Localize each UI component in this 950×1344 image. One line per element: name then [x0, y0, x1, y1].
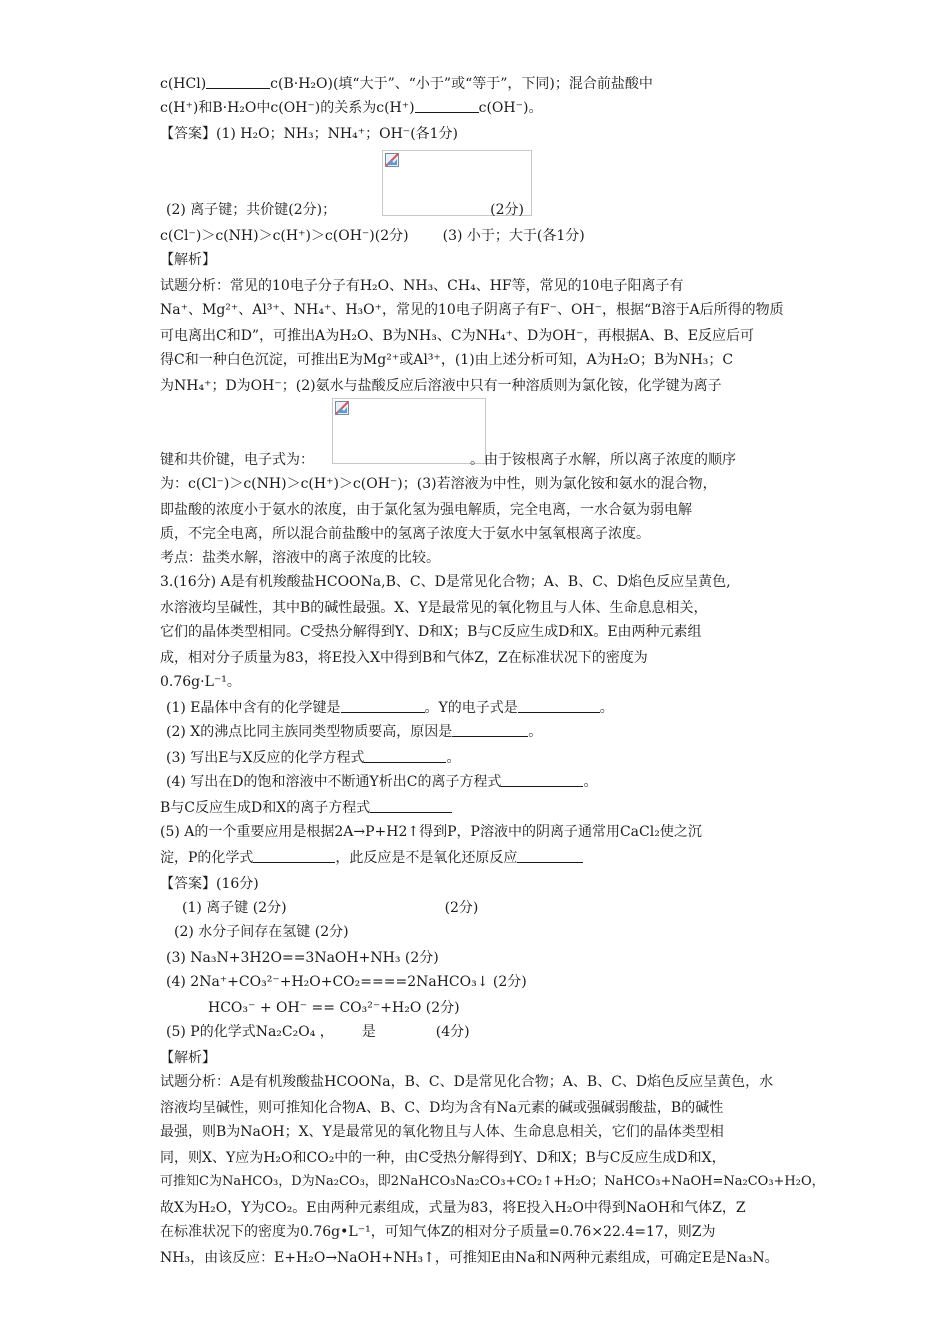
- line: 成，相对分子质量为83，将E投入X中得到B和气体Z，Z在标准状况下的密度为: [160, 650, 648, 666]
- answer-heading: 【答案】(16分): [160, 876, 259, 892]
- line: 试题分析：常见的10电子分子有H₂O、NH₃、CH₄、HF等，常见的10电子阳离子有: [160, 278, 684, 294]
- line: 水溶液均呈碱性，其中B的碱性最强。X、Y是最常见的氧化物且与人体、生命息息相关，: [160, 600, 708, 616]
- broken-image-icon: [335, 401, 349, 415]
- line: 淀，P的化学式 ，此反应是不是氧化还原反应: [160, 848, 583, 868]
- question-heading: 3.(16分) A是有机羧酸盐HCOONa,B、C、D是常见化合物；A、B、C、D焰色反应呈黄色,: [160, 574, 731, 590]
- line: (2) X的沸点比同主族同类型物质要高，原因是 。: [166, 724, 543, 740]
- line: 得C和一种白色沉淀，可推出E为Mg²⁺或Al³⁺，(1)由上述分析可知，A为H₂O；B为NH₃；C: [160, 352, 734, 368]
- line: 它们的晶体类型相同。C受热分解得到Y、D和X；B与C反应生成D和X。E由两种元素组: [160, 624, 702, 640]
- line: (3) Na₃N+3H2O==3NaOH+NH₃ (2分): [166, 950, 439, 966]
- line: c(HCl) c(B·H₂O)(填“大于”、“小于”或“等于”，下同)；混合前盐酸中: [160, 76, 653, 92]
- line: c(Cl⁻)＞c(NH)＞c(H⁺)＞c(OH⁻)(2分) (3) 小于；大于(各1分): [160, 228, 585, 244]
- answer-blank[interactable]: [206, 74, 270, 89]
- line: 为NH₄⁺；D为OH⁻；(2)氨水与盐酸反应后溶液中只有一种溶质则为氯化铵，化学键为离子: [160, 378, 722, 394]
- broken-image-icon: [385, 153, 399, 167]
- line: 同，则X、Y应为H₂O和CO₂中的一种，由C受热分解得到Y、D和X；B与C反应生成D和X，: [160, 1150, 726, 1166]
- line: 键和共价键，电子式为： 。由于铵根离子水解，所以离子浓度的顺序: [160, 452, 736, 468]
- line: (2) 离子键；共价键(2分)； (2分): [166, 202, 524, 218]
- line: (5) P的化学式Na₂C₂O₄ ， 是 (4分): [166, 1024, 470, 1040]
- analysis-heading: 【解析】: [160, 1050, 216, 1066]
- line: (3) 写出E与X反应的化学方程式 。: [166, 750, 461, 766]
- line: 在标准状况下的密度为0.76g•L⁻¹，可知气体Z的相对分子质量=0.76×22.4=17，则Z为: [160, 1224, 716, 1240]
- line: 考点：盐类水解，溶液中的离子浓度的比较。: [160, 550, 440, 566]
- line: 最强，则B为NaOH；X、Y是最常见的氧化物且与人体、生命息息相关，它们的晶体类型相: [160, 1124, 724, 1140]
- line: NH₃，由该反应：E+H₂O→NaOH+NH₃↑，可推知E由Na和N两种元素组成，可确定E是Na₃N。: [160, 1250, 779, 1266]
- line: (1) 离子键 (2分) (2分): [182, 900, 479, 916]
- answer-blank[interactable]: [452, 722, 528, 737]
- answer-blank[interactable]: [518, 698, 600, 713]
- line: (2) 水分子间存在氢键 (2分): [174, 924, 349, 940]
- answer-blank[interactable]: [517, 848, 583, 863]
- line: 试题分析：A是有机羧酸盐HCOONa，B、C、D是常见化合物；A、B、C、D焰色反应呈黄色，水: [160, 1074, 774, 1090]
- line: 溶液均呈碱性，则可推知化合物A、B、C、D均为含有Na元素的碱或强碱弱酸盐，B的碱性: [160, 1100, 724, 1116]
- line: 即盐酸的浓度小于氨水的浓度，由于氯化氢为强电解质，完全电离，一水合氨为弱电解: [160, 502, 692, 518]
- line: HCO₃⁻ + OH⁻ == CO₃²⁻+H₂O (2分): [208, 1000, 460, 1016]
- line: (5) A的一个重要应用是根据2A→P+H2↑得到P，P溶液中的阴离子通常用CaCl₂使之沉: [160, 824, 702, 840]
- line: c(H⁺)和B·H₂O中c(OH⁻)的关系为c(H⁺) c(OH⁻)。: [160, 100, 543, 116]
- line: 0.76g·L⁻¹。: [160, 674, 241, 690]
- line: 故X为H₂O，Y为CO₂。E由两种元素组成，式量为83，将E投入H₂O中得到NaOH和气体Z，Z: [160, 1200, 746, 1216]
- line: 可电离出C和D”，可推出A为H₂O、B为NH₃、C为NH₄⁺、D为OH⁻，再根据A、B、E反应后可: [160, 328, 754, 344]
- answer-blank[interactable]: [370, 798, 452, 813]
- line: (4) 2Na⁺+CO₃²⁻+H₂O+CO₂====2NaHCO₃↓ (2分): [166, 974, 527, 990]
- line: (4) 写出在D的饱和溶液中不断通Y析出C的离子方程式 。: [166, 774, 598, 790]
- answer-blank[interactable]: [415, 98, 479, 113]
- analysis-heading: 【解析】: [160, 252, 216, 268]
- answer-blank[interactable]: [341, 698, 425, 713]
- answer-blank[interactable]: [364, 748, 446, 763]
- line: B与C反应生成D和X的离子方程式: [160, 798, 452, 818]
- line: 质，不完全电离，所以混合前盐酸中的氢离子浓度大于氨水中氢氧根离子浓度。: [160, 526, 650, 542]
- line: 可推知C为NaHCO₃，D为Na₂CO₃，即2NaHCO₃Na₂CO₃+CO₂↑+H₂O；NaHCO₃+NaOH=Na₂CO₃+H₂O，: [160, 1174, 825, 1189]
- line: 为：c(Cl⁻)＞c(NH)＞c(H⁺)＞c(OH⁻)；(3)若溶液为中性，则为氯化铵和氨水的混合物，: [160, 476, 717, 492]
- answer-blank[interactable]: [253, 848, 335, 863]
- line: Na⁺、Mg²⁺、Al³⁺、NH₄⁺、H₃O⁺，常见的10电子阴离子有F⁻、OH⁻，根据“B溶于A后所得的物质: [160, 302, 784, 318]
- answer-heading: 【答案】(1) H₂O；NH₃；NH₄⁺；OH⁻(各1分): [160, 126, 459, 142]
- line: (1) E晶体中含有的化学键是 。Y的电子式是 。: [166, 700, 614, 716]
- answer-blank[interactable]: [501, 772, 583, 787]
